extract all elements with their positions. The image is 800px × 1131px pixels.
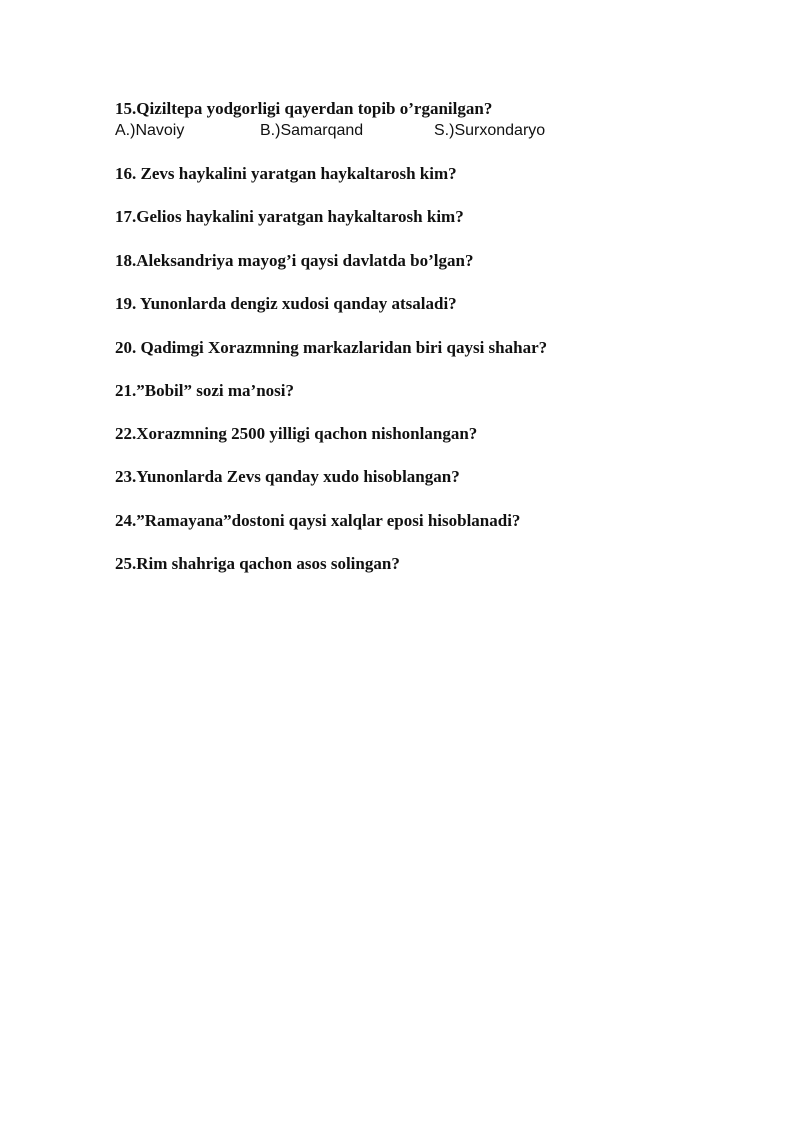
option-b: B.)Samarqand [260,122,364,139]
question-19: 19. Yunonlarda dengiz xudosi qanday atsaladi? [115,294,457,313]
question-24: 24.”Ramayana”dostoni qaysi xalqlar eposi hisoblanadi? [115,511,521,530]
question-23: 23.Yunonlarda Zevs qanday xudo hisoblangan? [115,467,460,486]
question-22: 22.Xorazmning 2500 yilligi qachon nishonlangan? [115,424,478,443]
question-15-options [115,121,675,141]
option-c: S.)Surxondaryo [434,122,546,139]
question-21: 21.”Bobil” sozi ma’nosi? [115,381,294,400]
question-20: 20. Qadimgi Xorazmning markazlaridan biri qaysi shahar? [115,338,548,357]
question-17: 17.Gelios haykalini yaratgan haykaltarosh kim? [115,207,464,226]
question-25: 25.Rim shahriga qachon asos solingan? [115,554,400,573]
question-16: 16. Zevs haykalini yaratgan haykaltarosh kim? [115,164,457,183]
question-15: 15.Qiziltepa yodgorligi qayerdan topib o’rganilgan? [115,99,493,118]
question-18: 18.Aleksandriya mayog’i qaysi davlatda bo’lgan? [115,251,474,270]
option-a: A.)Navoiy [115,122,185,139]
